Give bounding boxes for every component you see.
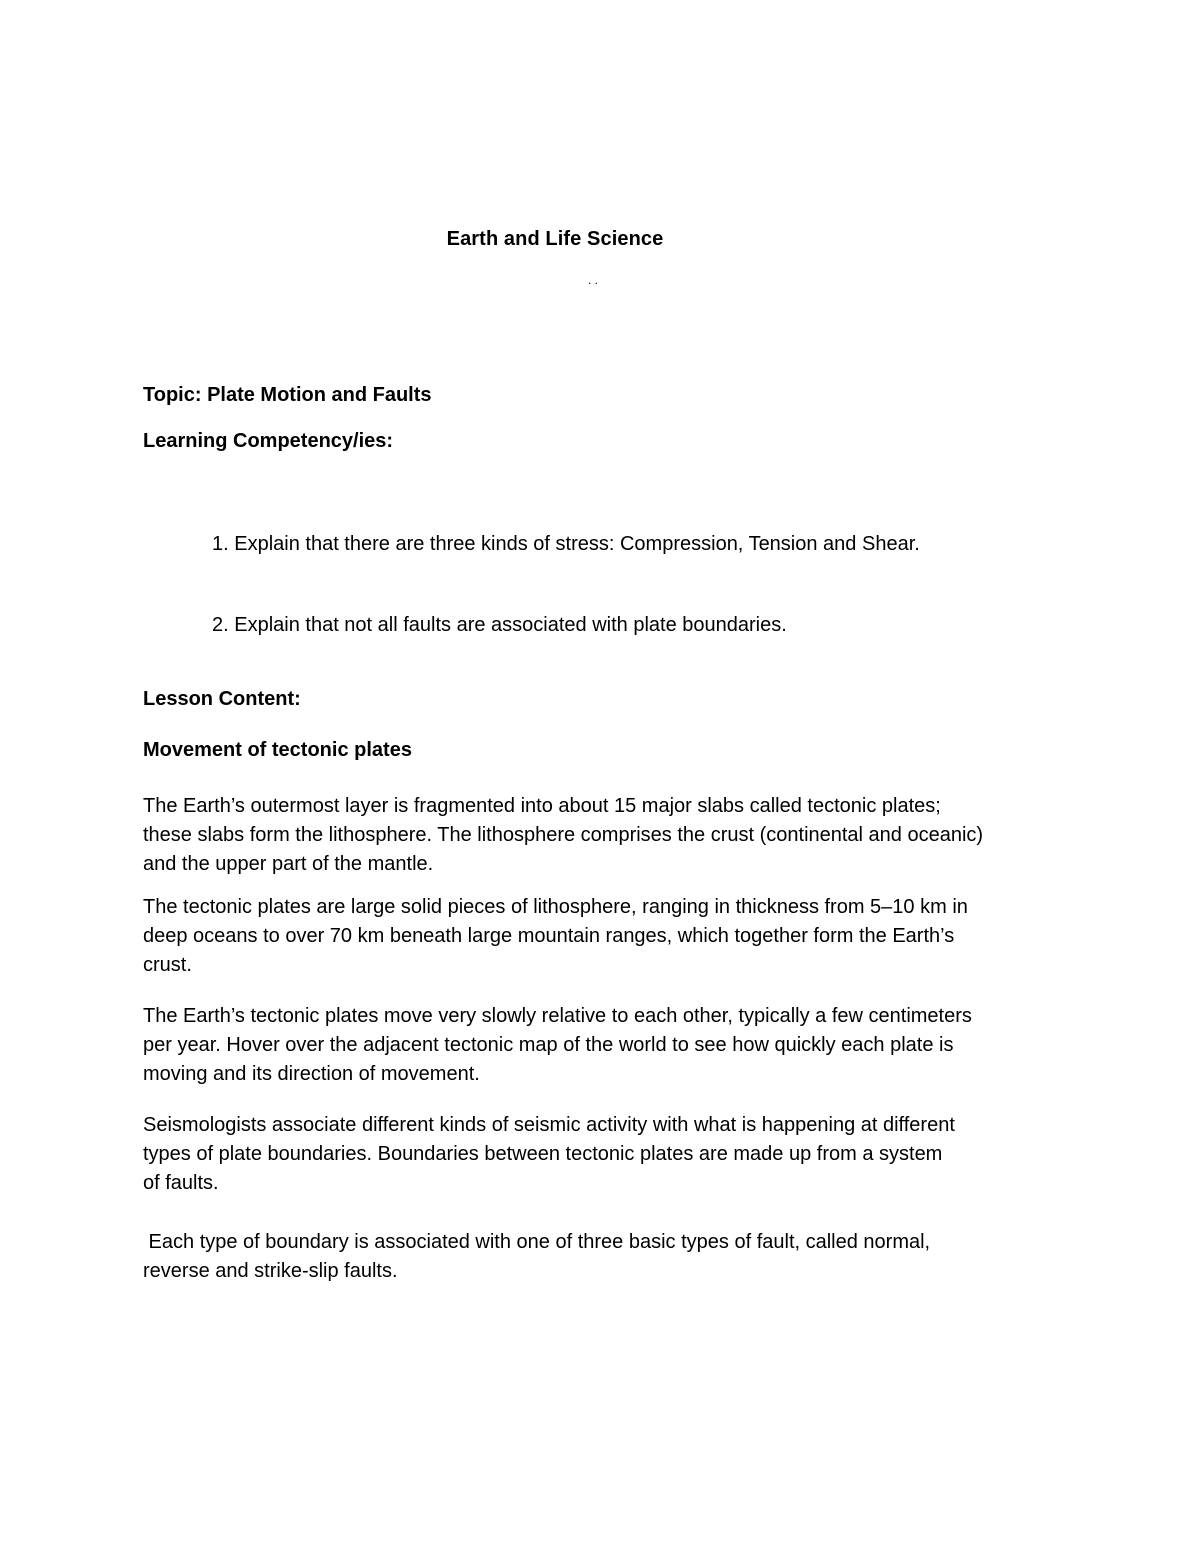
- paragraph-line: Each type of boundary is associated with one of three basic types of fault, called normal,: [143, 1231, 931, 1253]
- paragraph-line: per year. Hover over the adjacent tectonic map of the world to see how quickly each plate is: [143, 1034, 954, 1056]
- paragraph-line: of faults.: [143, 1172, 219, 1194]
- paragraph-line: Seismologists associate different kinds of seismic activity with what is happening at different: [143, 1114, 955, 1136]
- paragraph-4: [143, 1111, 1063, 1198]
- topic-heading: Topic: Plate Motion and Faults: [143, 384, 432, 406]
- paragraph-line: reverse and strike-slip faults.: [143, 1260, 398, 1282]
- paragraph-line: deep oceans to over 70 km beneath large mountain ranges, which together form the Earth’s: [143, 925, 955, 947]
- paragraph-3: [143, 1002, 1063, 1089]
- paragraph-line: The Earth’s tectonic plates move very slowly relative to each other, typically a few centimeters: [143, 1005, 972, 1027]
- title-dots: . .: [588, 273, 599, 287]
- paragraph-line: The tectonic plates are large solid pieces of lithosphere, ranging in thickness from 5–10 km in: [143, 896, 968, 918]
- paragraph-line: types of plate boundaries. Boundaries between tectonic plates are made up from a system: [143, 1143, 943, 1165]
- lesson-content-heading: Lesson Content:: [143, 688, 301, 710]
- competency-item-2: 2. Explain that not all faults are associated with plate boundaries.: [212, 614, 787, 636]
- competency-item-1: 1. Explain that there are three kinds of stress: Compression, Tension and Shear.: [212, 533, 920, 555]
- competency-heading: Learning Competency/ies:: [143, 430, 394, 452]
- paragraph-1: [143, 792, 1063, 879]
- paragraph-line: these slabs form the lithosphere. The lithosphere comprises the crust (continental and oceanic): [143, 824, 984, 846]
- paragraph-line: moving and its direction of movement.: [143, 1063, 480, 1085]
- paragraph-5: [143, 1228, 1063, 1286]
- paragraph-line: crust.: [143, 954, 192, 976]
- section-heading: Movement of tectonic plates: [143, 739, 412, 761]
- paragraph-line: The Earth’s outermost layer is fragmented into about 15 major slabs called tectonic plates;: [143, 795, 941, 817]
- paragraph-line: and the upper part of the mantle.: [143, 853, 434, 875]
- document-title: Earth and Life Science: [446, 228, 664, 250]
- paragraph-2: [143, 893, 1063, 980]
